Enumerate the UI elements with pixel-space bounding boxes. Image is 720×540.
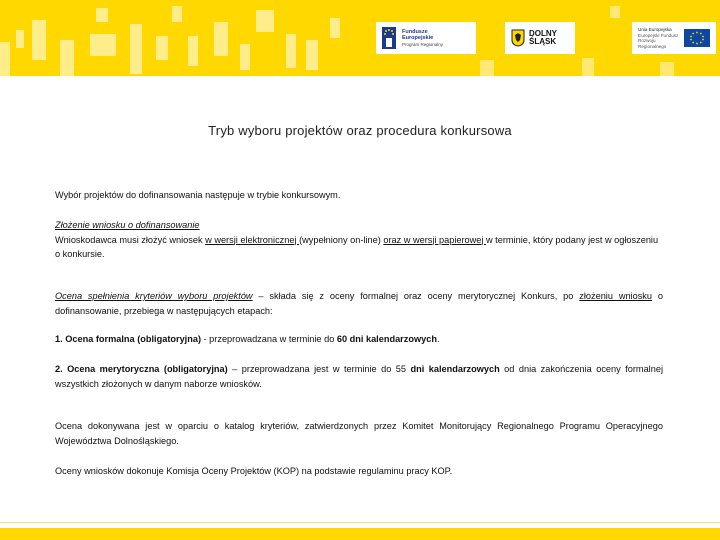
formal-text-2: . [436, 334, 440, 344]
eu-flag-icon [684, 29, 710, 47]
header-banner [0, 0, 720, 76]
formal-days: 60 dni kalendarzowych [336, 334, 437, 344]
submission-text-2: (wypełniony on-line) [299, 234, 384, 245]
intro-text: Wybór projektów do dofinansowania następuje w trybie konkursowym. [55, 190, 341, 200]
ue-logo-line1: Unia Europejska [638, 27, 672, 32]
ue-logo-sub2: Rozwoju Regionalnego [638, 38, 667, 49]
ds-logo-line1: DOLNY [529, 29, 557, 38]
fundusze-europejskie-icon [382, 27, 396, 49]
merit-days: dni kalendarzowych [410, 364, 500, 374]
evaluation-lead: Ocena spełnienia kryteriów wyboru projektów [55, 291, 253, 301]
merit-text-1: – przeprowadzana jest w terminie do 55 [227, 364, 411, 374]
paragraph-intro [55, 188, 663, 203]
dolny-slask-logo [505, 22, 575, 54]
fe-logo-sub: Program Regionalny [402, 41, 444, 47]
submission-electronic: w wersji elektronicznej [205, 234, 300, 245]
fe-logo-line2: Europejskie [402, 34, 434, 41]
ue-logo-sub1: Europejski Fundusz [638, 32, 679, 38]
formal-stage-label: 1. Ocena formalna (obligatoryjna) [55, 334, 202, 344]
paragraph-merit [55, 362, 663, 391]
paragraph-evaluation [55, 289, 663, 318]
page-title: Tryb wyboru projektów oraz procedura konkursowa [208, 123, 512, 138]
footer-divider [0, 522, 720, 523]
submission-text-1: Wnioskodawca musi złożyć wniosek [55, 234, 206, 245]
formal-text-1: - przeprowadzana w terminie do [201, 334, 337, 344]
paragraph-formal [55, 332, 663, 347]
evaluation-text-1: – składa się z oceny formalnej oraz oceny merytorycznej Konkurs, po [252, 291, 580, 301]
fe-logo-line1: Fundusze [402, 28, 428, 35]
footer-bar [0, 528, 720, 540]
evaluation-submission: złożeniu wniosku [579, 291, 653, 301]
kop-text: Oceny wniosków dokonuje Komisja Oceny Projektów (KOP) na podstawie regulaminu pracy KOP. [55, 466, 453, 476]
ds-logo-line2: ŚLĄSK [529, 37, 557, 46]
merit-text-2: od dnia zakończenia oceny formalnej wszystkich złożonych w danym naborze wniosków. [55, 364, 663, 389]
eagle-crest-icon [511, 29, 525, 47]
evaluation-text-2: o dofinansowanie, przebiega w następujących etapach: [55, 291, 663, 316]
criteria-text: Ocena dokonywana jest w oparciu o katalog kryteriów, zatwierdzonych przez Komitet Monitorujący Regionalnego Programu Operacyjnego Województwa Dolnośląskiego. [55, 421, 663, 446]
submission-text-3: w terminie, który podany jest w ogłoszeniu o konkursie. [55, 234, 659, 259]
fundusze-europejskie-logo [376, 22, 476, 54]
paragraph-submission [55, 218, 663, 262]
submission-heading: Złożenie wniosku o dofinansowanie [55, 220, 200, 230]
submission-paper: oraz w wersji papierowej [383, 234, 486, 245]
decorative-pattern [0, 0, 370, 76]
paragraph-kop [55, 464, 663, 479]
paragraph-criteria [55, 419, 663, 448]
unia-europejska-logo [632, 22, 716, 54]
merit-stage-label: 2. Ocena merytoryczna (obligatoryjna) [55, 364, 228, 374]
